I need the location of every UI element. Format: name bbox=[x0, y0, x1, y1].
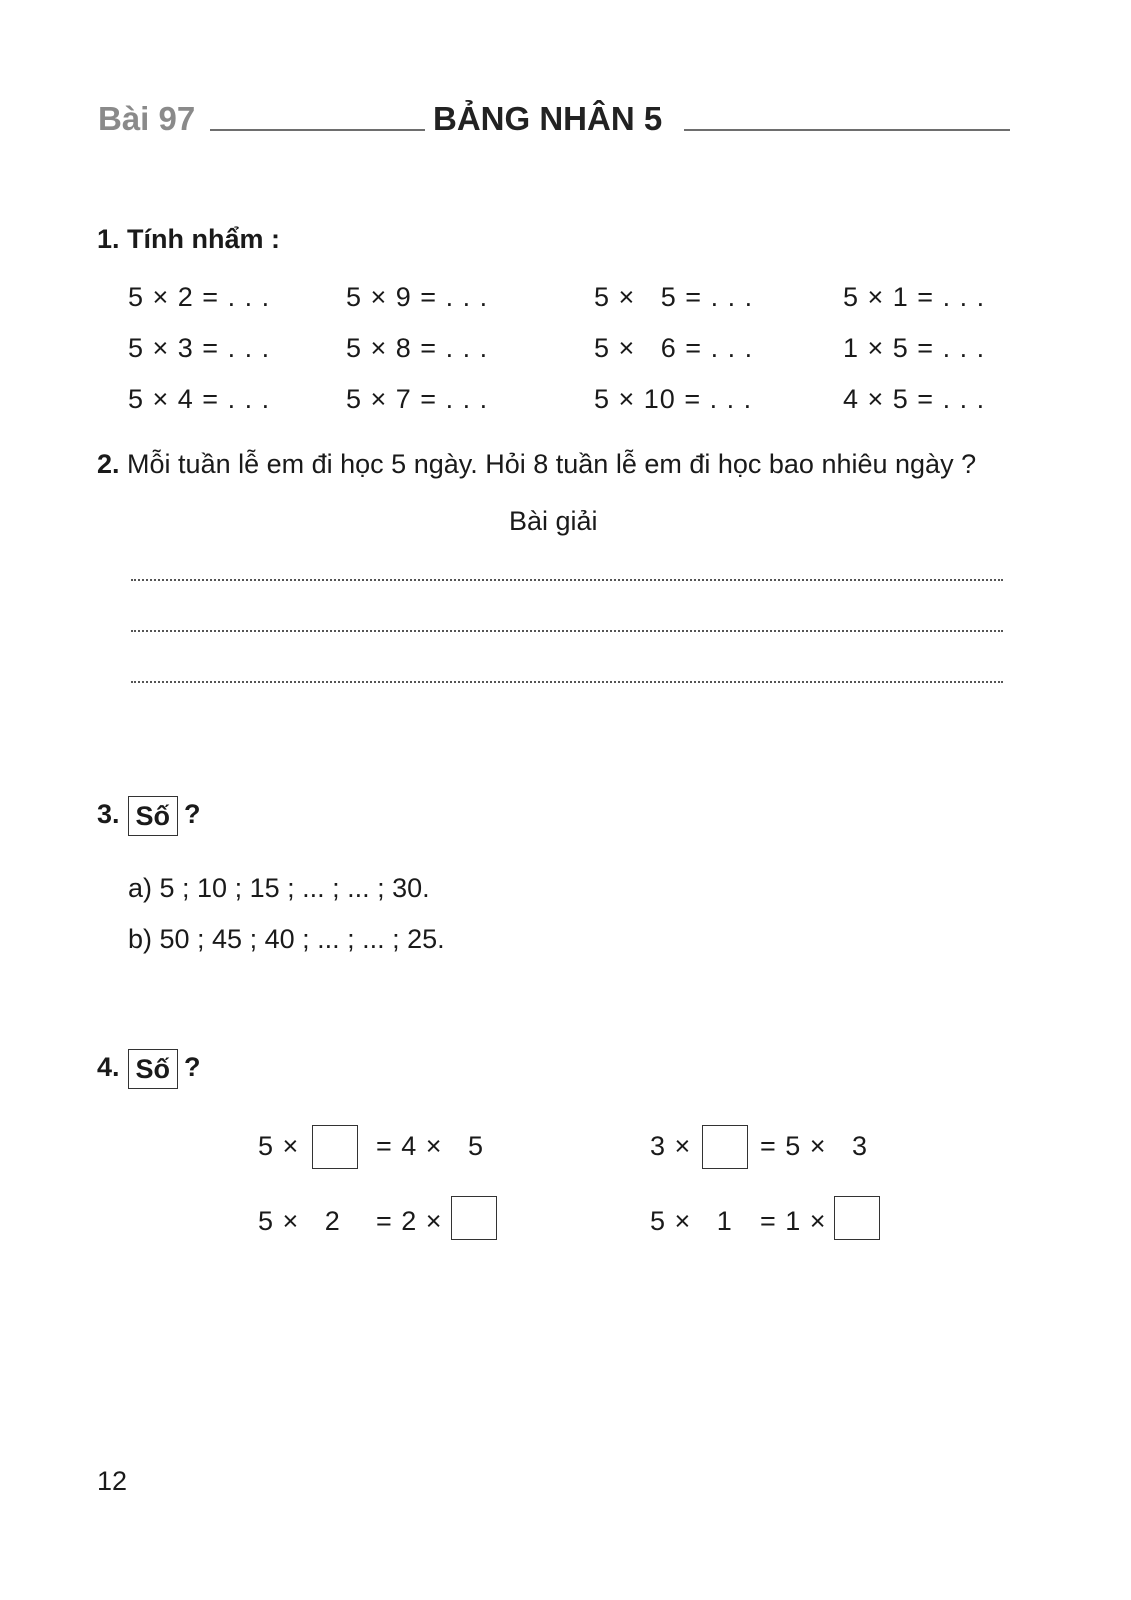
answer-line[interactable] bbox=[131, 630, 1003, 632]
ex1-calc: 4 × 5 = . . . bbox=[843, 384, 986, 414]
ex4-expression: 5 × 2 bbox=[258, 1206, 341, 1236]
ex1-calc: 5 × 5 = . . . bbox=[594, 282, 754, 312]
ex4-expression: = 4 × 5 bbox=[376, 1131, 485, 1161]
ex4-expression: = 2 × bbox=[376, 1206, 443, 1236]
ex4-expression: = 1 × bbox=[760, 1206, 827, 1236]
ex3-sequence-a: a) 5 ; 10 ; 15 ; ... ; ... ; 30. bbox=[128, 873, 430, 903]
question-mark: ? bbox=[184, 1052, 201, 1083]
question-mark: ? bbox=[184, 799, 201, 830]
ex4-expression: 3 × bbox=[650, 1131, 692, 1161]
answer-box[interactable] bbox=[451, 1196, 497, 1240]
solution-label: Bài giải bbox=[509, 506, 598, 536]
answer-box[interactable] bbox=[702, 1125, 748, 1169]
ex1-calc: 5 × 7 = . . . bbox=[346, 384, 489, 414]
header-rule-left bbox=[210, 129, 425, 131]
ex3-number: 3. bbox=[97, 799, 120, 830]
ex4-expression: 5 × bbox=[258, 1131, 300, 1161]
answer-box[interactable] bbox=[312, 1125, 358, 1169]
ex4-expression: = 5 × 3 bbox=[760, 1131, 869, 1161]
ex1-calc: 1 × 5 = . . . bbox=[843, 333, 986, 363]
ex2-question: Mỗi tuần lễ em đi học 5 ngày. Hỏi 8 tuần lễ em đi học bao nhiêu ngày ? bbox=[127, 449, 977, 479]
header-rule-right bbox=[684, 129, 1010, 131]
ex1-title: Tính nhẩm : bbox=[127, 224, 281, 254]
lesson-label: Bài 97 bbox=[98, 100, 196, 137]
ex3-sequence-b: b) 50 ; 45 ; 40 ; ... ; ... ; 25. bbox=[128, 924, 445, 954]
ex4-heading bbox=[97, 1049, 201, 1089]
ex2-number: 2. bbox=[97, 449, 120, 479]
so-box-label: Số bbox=[128, 796, 179, 836]
ex1-calc: 5 × 9 = . . . bbox=[346, 282, 489, 312]
page-title: BẢNG NHÂN 5 bbox=[433, 100, 663, 137]
ex1-heading bbox=[97, 224, 280, 255]
ex1-calc: 5 × 3 = . . . bbox=[128, 333, 271, 363]
ex1-calc: 5 × 1 = . . . bbox=[843, 282, 986, 312]
so-box-label: Số bbox=[128, 1049, 179, 1089]
page-number: 12 bbox=[97, 1466, 128, 1496]
ex1-number: 1. bbox=[97, 224, 120, 254]
ex1-calc: 5 × 2 = . . . bbox=[128, 282, 271, 312]
ex4-number: 4. bbox=[97, 1052, 120, 1083]
answer-line[interactable] bbox=[131, 681, 1003, 683]
ex2-heading bbox=[97, 449, 976, 480]
ex1-calc: 5 × 4 = . . . bbox=[128, 384, 271, 414]
ex1-calc: 5 × 8 = . . . bbox=[346, 333, 489, 363]
ex4-expression: 5 × 1 bbox=[650, 1206, 733, 1236]
ex1-calc: 5 × 6 = . . . bbox=[594, 333, 754, 363]
ex3-heading bbox=[97, 796, 201, 836]
ex1-calc: 5 × 10 = . . . bbox=[594, 384, 753, 414]
answer-box[interactable] bbox=[834, 1196, 880, 1240]
answer-line[interactable] bbox=[131, 579, 1003, 581]
